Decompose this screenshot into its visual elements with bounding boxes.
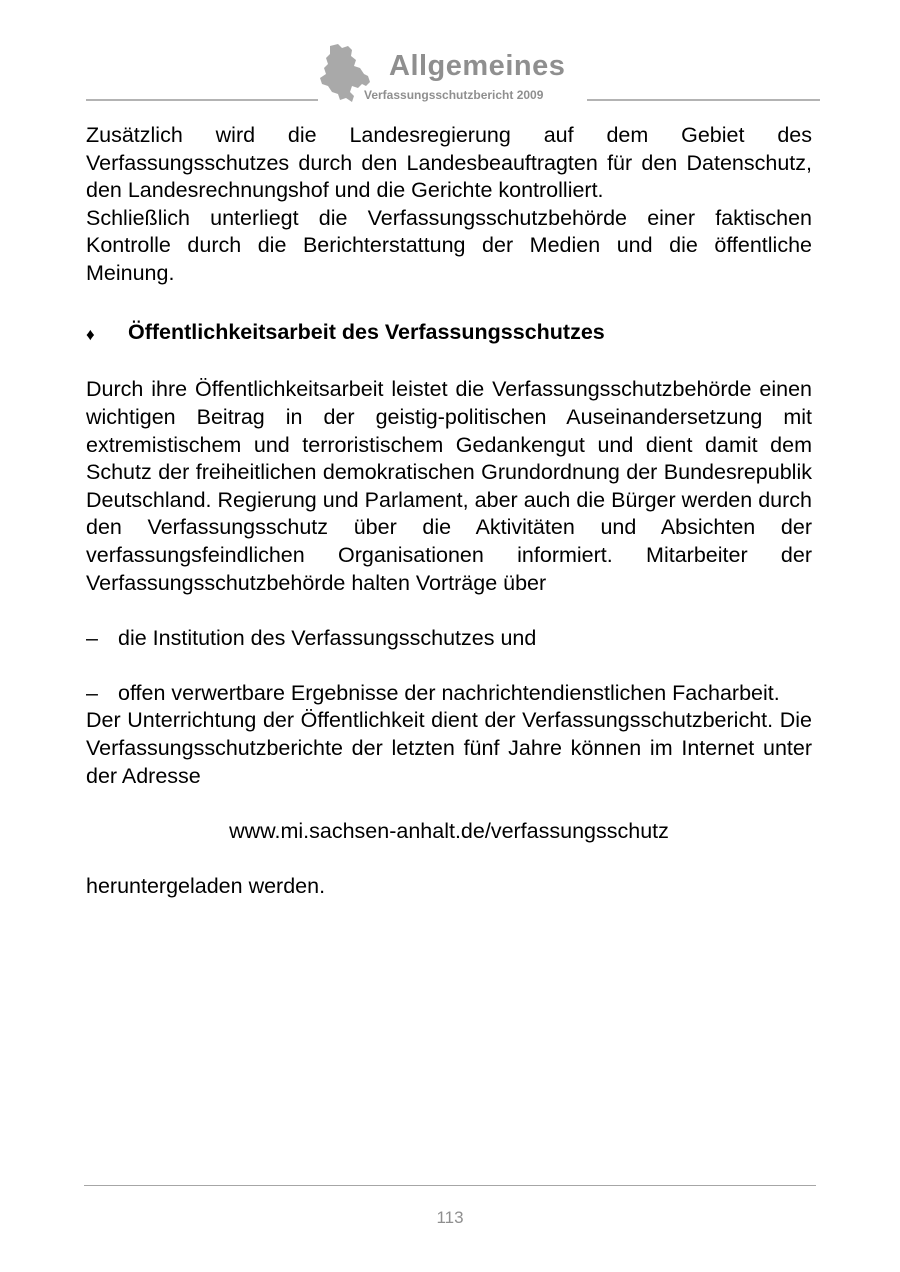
- list-dash: –: [86, 680, 98, 705]
- header-rule-right: [587, 99, 820, 101]
- list-item-text: offen verwertbare Ergebnisse der nachrichtendienstlichen Facharbeit.: [118, 680, 780, 705]
- header-rule-left: [86, 99, 318, 101]
- report-url-link[interactable]: www.mi.sachsen-anhalt.de/verfassungsschutz: [229, 818, 669, 843]
- diamond-bullet-icon: ♦: [86, 325, 95, 345]
- list-item-text: die Institution des Verfassungsschutzes und: [118, 625, 537, 650]
- paragraph-oversight: Zusätzlich wird die Landesregierung auf dem Gebiet des Verfassungsschutzes durch den Landesbeauftragten für den Datenschutz, den Landesrechnungshof und die Gerichte kontrolliert.: [86, 123, 812, 203]
- list-item: [86, 680, 812, 708]
- footer-rule: [84, 1185, 816, 1186]
- list-dash: –: [86, 625, 98, 650]
- section-heading-text: Öffentlichkeitsarbeit des Verfassungsschutzes: [128, 320, 605, 345]
- list-item: [86, 625, 812, 653]
- paragraph-download: heruntergeladen werden.: [86, 874, 326, 899]
- header-title: Allgemeines: [389, 50, 566, 82]
- page-number: 113: [436, 1208, 464, 1227]
- page-header: [0, 0, 900, 110]
- paragraph-public-relations: Durch ihre Öffentlichkeitsarbeit leistet die Verfassungsschutzbehörde einen wichtigen Beitrag in der geistig-politischen Auseinandersetzung mit extremistischem und terroristischem Gedankengut und dient damit dem Schutz der freiheitlichen demokratischen Grundordnung der Bundesrepublik Deutschland. Regierung und Parlament, aber auch die Bürger werden durch den Verfassungsschutz über die Aktivitäten und Absichten der verfassungsfeindlichen Organisationen informiert. Mitarbeiter der Verfassungsschutzbehörde halten Vorträge über: [86, 377, 812, 595]
- paragraph-media-control: Schließlich unterliegt die Verfassungsschutzbehörde einer faktischen Kontrolle durch die Berichterstattung der Medien und die öffentliche Meinung.: [86, 205, 812, 285]
- section-heading: [86, 319, 812, 349]
- document-body: [86, 122, 812, 901]
- paragraph-report-info: Der Unterrichtung der Öffentlichkeit dient der Verfassungsschutzbericht. Die Verfassungsschutzberichte der letzten fünf Jahre können im Internet unter der Adresse: [86, 708, 812, 788]
- header-subtitle: Verfassungsschutzbericht 2009: [364, 88, 544, 102]
